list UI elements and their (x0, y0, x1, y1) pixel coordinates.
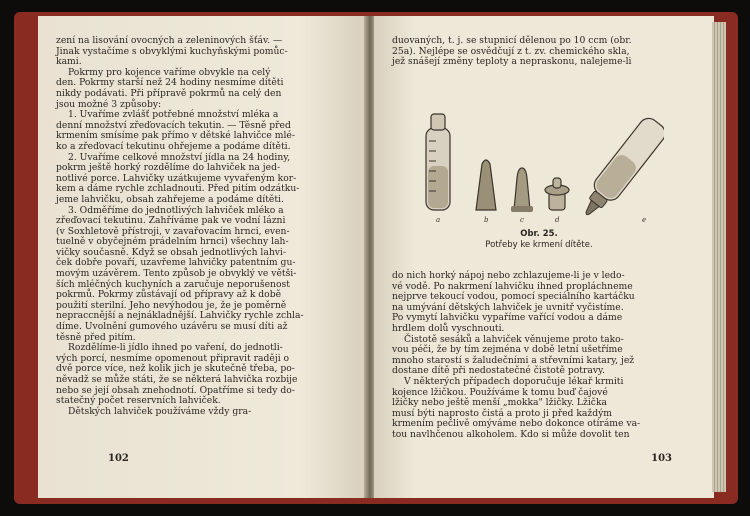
text-line: tuelně v obyčejném prádelním hrnci) všechny lah- (56, 236, 289, 248)
text-line: kami. (56, 56, 82, 68)
page-edges (712, 22, 726, 492)
text-line: notlivé porce. Lahvičky uzátkujeme vyvařeným kor- (56, 172, 297, 184)
text-line: kem a dáme rychle zchladnouti. Před pitím odzátku- (56, 183, 300, 195)
text-line: 2. Uvaříme celkové množství jídla na 24 hodiny, (68, 151, 291, 163)
bottle-stopper (545, 178, 569, 210)
text-line: 1. Uvaříme zvlášť potřebné množství mléka a (68, 109, 279, 121)
right-page (374, 16, 714, 498)
text-line: statečný počet reservních lahviček. (56, 395, 221, 407)
text-line: dostane dítě při nedostatečné čistotě potravy. (392, 365, 605, 377)
text-line: denní množství zřeďovacích tekutin. — Těsně před (56, 119, 291, 131)
figure-title: Obr. 25. (520, 229, 558, 239)
text-line: musí býti naprosto čistá a proto ji před každým (392, 407, 613, 419)
text-line: vou péči, že by tím zejména v době letní ušetříme (392, 344, 623, 356)
text-line: Rozdělíme-li jídlo ihned po vaření, do jednotli- (68, 342, 283, 354)
text-line: nepraccnější a nejnákladnější. Lahvičky rychle zchla- (56, 310, 304, 322)
feeding-items-illustration (414, 106, 664, 226)
graduated-bottle (426, 114, 450, 210)
text-line: pokrmů. Pokrmy zůstávají od přípravy až k době (56, 289, 282, 301)
right-page-text-bottom (392, 271, 700, 441)
text-line: nebo se její obsah znehodnotí. Opatříme si tedy do- (56, 384, 295, 396)
text-line: do nich horký nápoj nebo zchlazujeme-li je v ledo- (392, 270, 625, 281)
text-line: movým uzávěrem. Tento způsob je obvyklý ve větši- (56, 268, 297, 280)
tilted-bottle (576, 114, 664, 223)
text-line: nejprve tekoucí vodou, pomocí speciálního kartáčku (392, 291, 635, 303)
left-page-text (56, 36, 352, 417)
text-line: ček dobře povaří, uzavřeme lahvičky patentním gu- (56, 257, 296, 269)
page-number: 103 (651, 453, 672, 464)
text-line: nikdy podávati. Při přípravě pokrmů na celý den (56, 87, 282, 99)
text-line: ších mléčných kuchyních a zaručuje neporušenost (56, 278, 290, 290)
text-line: Po vymytí lahvičku vypaříme vařící vodou a dáme (392, 312, 623, 324)
nipple-cone (476, 160, 496, 210)
figure-label-a: a (436, 216, 441, 224)
text-line: těsně před pitím. (56, 331, 136, 343)
text-line: Dětských lahviček používáme vždy gra- (68, 405, 252, 417)
text-line: vých porcí, nesmíme opomenout připravit raději o (56, 352, 290, 364)
figure-label-d: d (555, 216, 560, 224)
text-line: použití sterilní. Jeho nevýhodou je, že je poměrně (56, 299, 287, 311)
text-line: den. Pokrmy starší než 24 hodiny nesmíme dítěti (56, 77, 284, 89)
text-line: Čistotě sesáků a lahviček věnujeme proto tako- (404, 333, 624, 345)
text-line: Jinak vystačíme s obvyklými kuchyňskými pomůc- (56, 45, 288, 57)
text-line: jeme lahvičku, obsah zahřejeme a podáme dítěti. (56, 193, 284, 205)
text-line: 25a). Nejlépe se osvědčují z t. zv. chemického skla, (392, 45, 630, 57)
text-line: jsou možné 3 způsoby: (56, 98, 162, 110)
teat (511, 168, 533, 212)
text-line: Pokrmy pro kojence vaříme obvykle na celý (68, 66, 271, 78)
text-line: něvadž se může státi, že se některá lahvička rozbije (56, 374, 298, 385)
figure-25 (414, 106, 664, 256)
text-line: duovaných, t. j. se stupnicí dělenou po 10 ccm (obr. (392, 35, 632, 46)
text-line: krmením smísíme pak přímo v dětské lahvičce mlé- (56, 130, 295, 142)
text-line: ko a zřeďovací tekutinu ohřejeme a podáme dítěti. (56, 140, 291, 152)
text-line: dvě porce více, než kolik jich je skutečně třeba, po- (56, 363, 295, 375)
text-line: (v Soxhletově přístroji, v zavařovacím hrnci, even- (56, 225, 290, 237)
text-line: zení na lisování ovocných a zeleninových šťáv. — (56, 35, 283, 46)
text-line: hrdlem dolů vyschnouti. (392, 322, 505, 334)
text-line: jež snášejí změny teploty a nepraskonu, nalejeme-li (392, 56, 632, 68)
text-line: na umývání dětských lahviček je uvnitř vyčistíme. (392, 301, 624, 313)
text-line: zřeďovací tekutinu. Zahříváme pak ve vodní lázni (56, 215, 286, 227)
text-line: pokrm ještě horký rozdělíme do lahviček na jed- (56, 162, 281, 174)
text-line: díme. Uvolnění gumového uzávěru se musí díti až (56, 321, 288, 333)
text-line: krmením pečlivě omýváme nebo dokonce otíráme va- (392, 418, 641, 430)
figure-label-b: b (484, 216, 489, 224)
text-line: vé vodě. Po nakrmení lahvičku ihned propláchneme (392, 280, 633, 292)
right-page-text-top (392, 36, 700, 68)
text-line: V některých případech doporučuje lékař krmiti (404, 375, 624, 387)
text-line: mnoho starostí s žaludečními a střevními katary, jež (392, 354, 635, 366)
text-line: kojence lžičkou. Používáme k tomu buď čajové (392, 386, 608, 398)
figure-caption: Potřeby ke krmení dítěte. (485, 240, 593, 250)
text-line: tou navlhčenou alkoholem. Kdo si může dovolit ten (392, 428, 630, 440)
page-number: 102 (108, 453, 129, 464)
figure-label-e: e (642, 216, 647, 224)
text-line: 3. Odměříme do jednotlivých lahviček mléko a (68, 204, 284, 216)
text-line: lžičky nebo ještě menší „mokka" lžičky. Lžička (392, 397, 607, 409)
figure-label-c: c (520, 216, 524, 224)
left-page (38, 16, 366, 498)
text-line: vičky současně. Když se obsah jednotlivých lahvi- (56, 246, 286, 258)
